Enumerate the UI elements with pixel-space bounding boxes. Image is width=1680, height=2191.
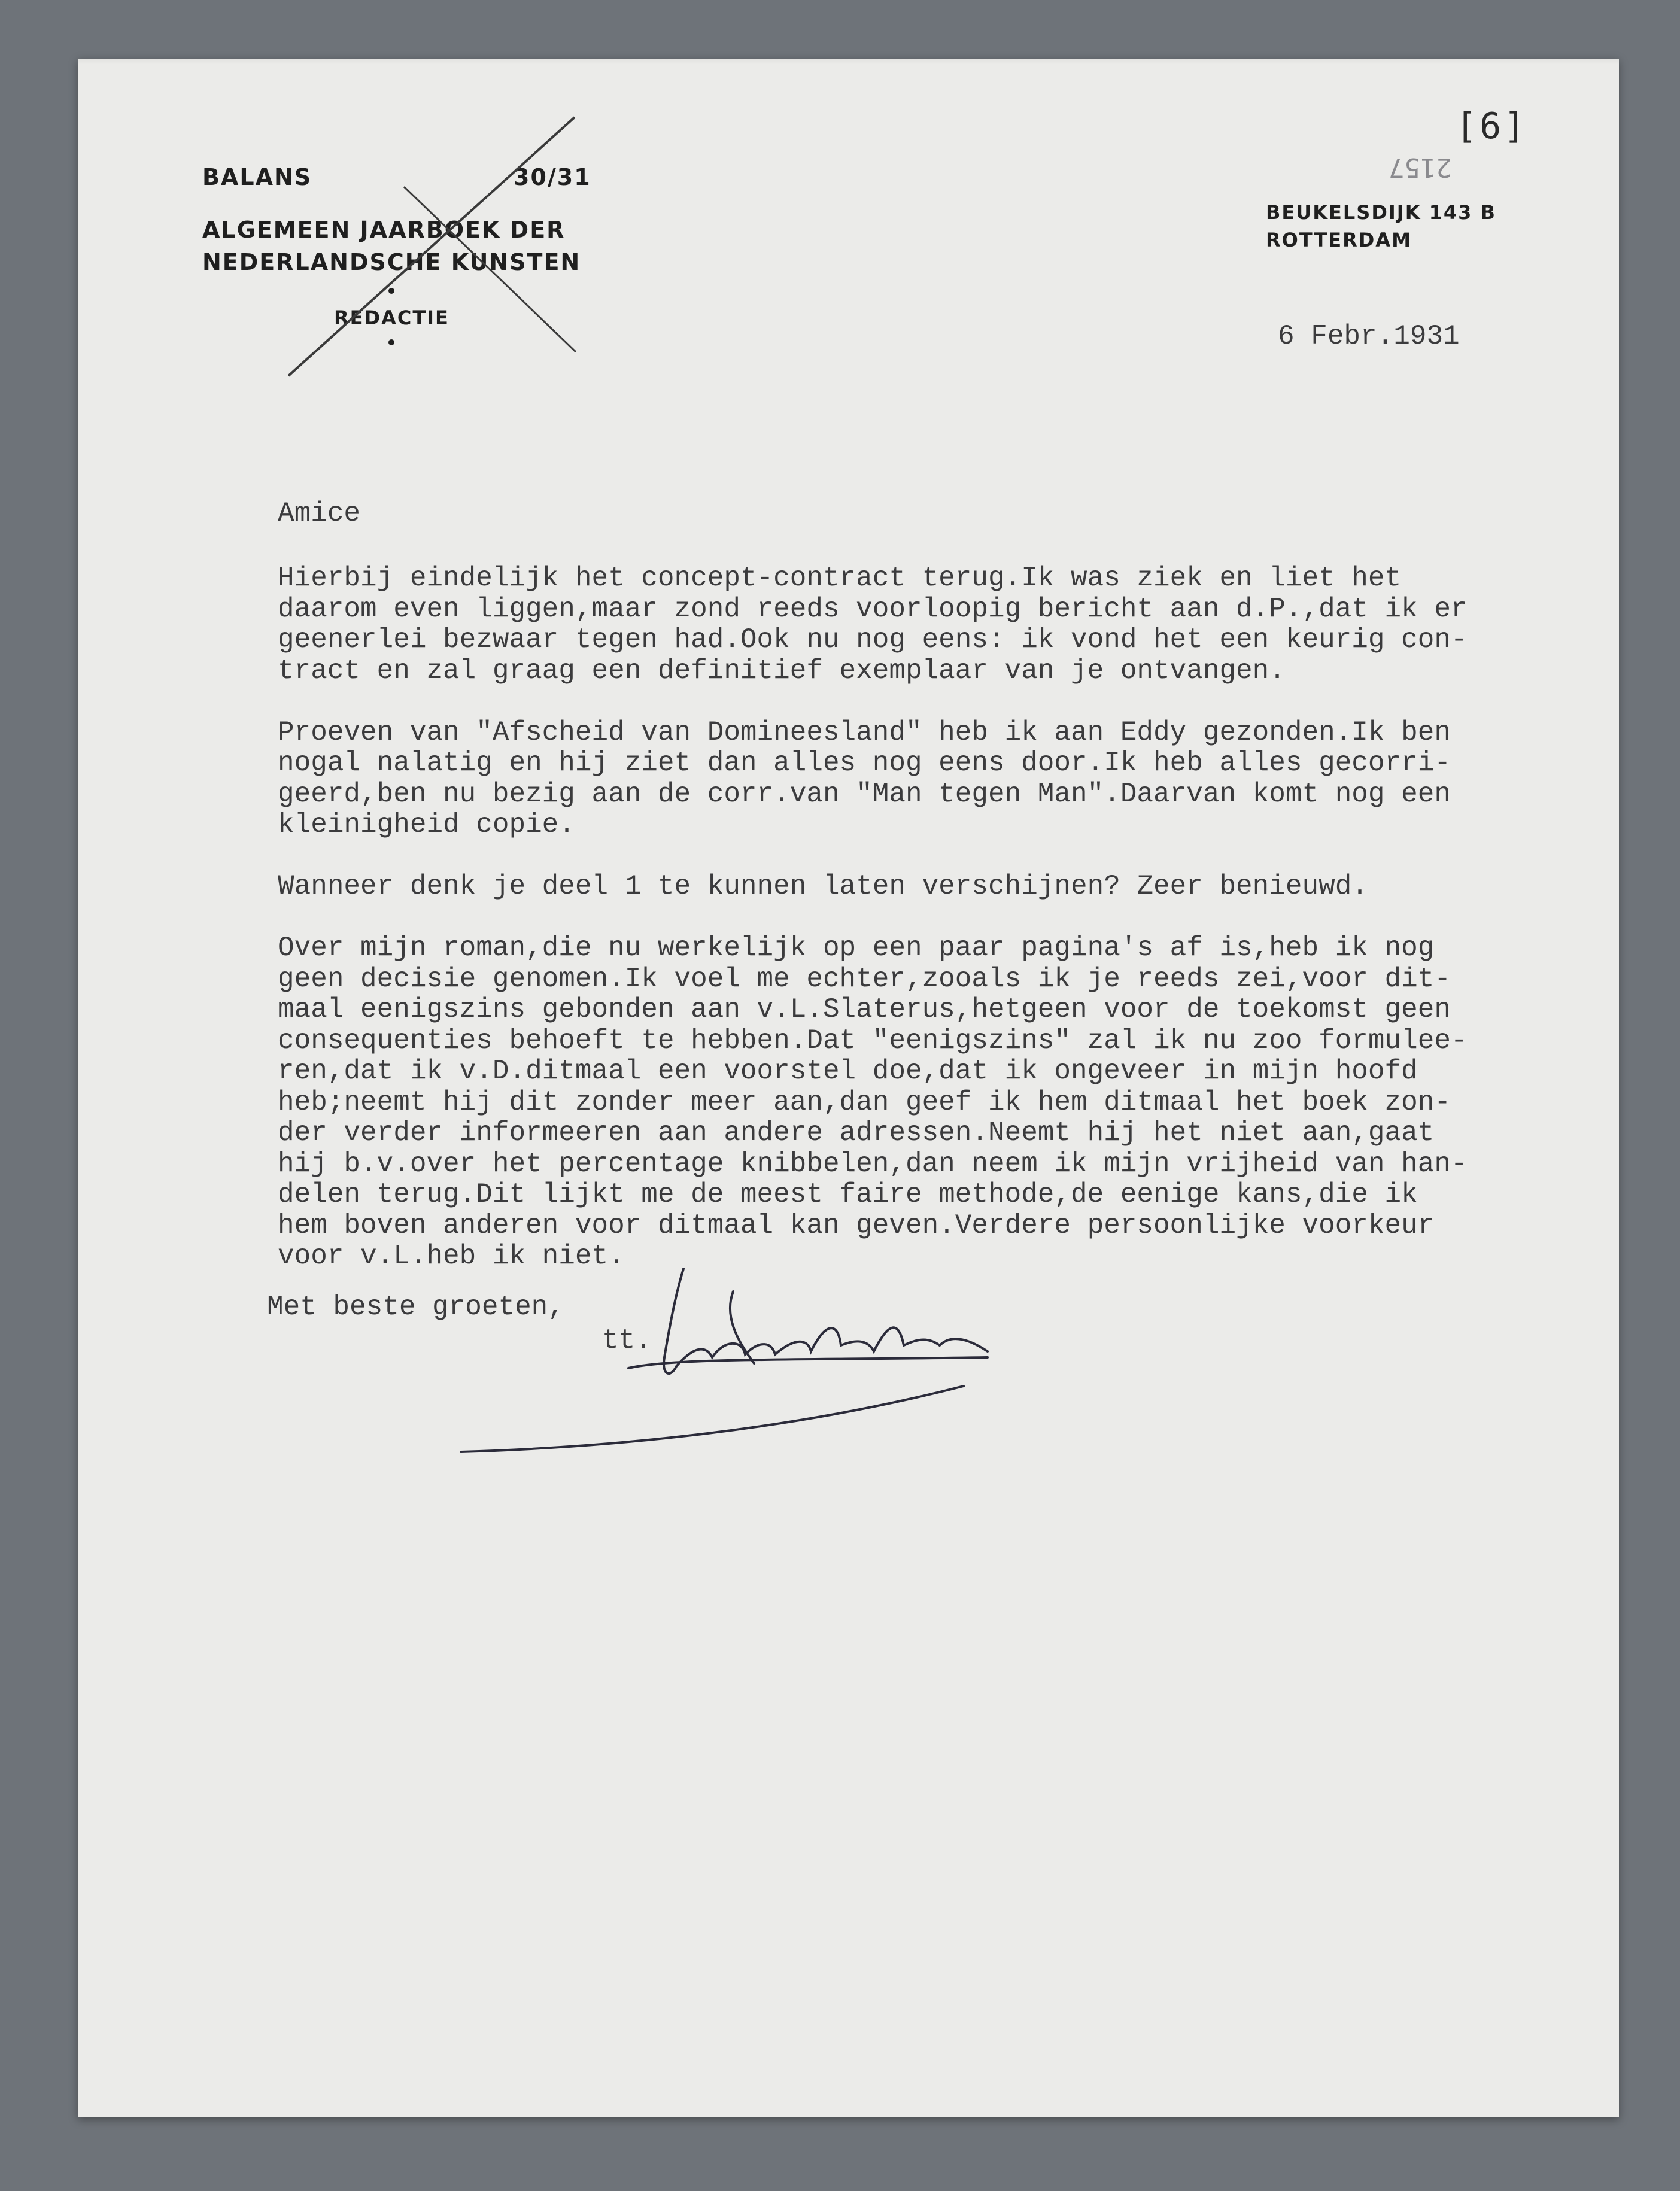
letter-body-line: hem boven anderen voor ditmaal kan geven.Verdere persoonlijke voorkeur [278,1210,1435,1241]
letter-body-line: consequenties behoeft te hebben.Dat "eenigszins" zal ik nu zoo formulee- [278,1025,1468,1056]
letter-body-line: Hierbij eindelijk het concept-contract terug.Ik was ziek en liet het [278,563,1402,594]
dot-ornament-top [388,288,394,294]
letter-body-line: der verder informeeren aan andere adressen.Neemt hij het niet aan,gaat [278,1117,1435,1148]
letter-body-line: tract en zal graag een definitief exemplaar van je ontvangen. [278,655,1286,686]
letter-body-line: hij b.v.over het percentage knibbelen,dan neem ik mijn vrijheid van han- [278,1148,1468,1180]
letter-body-line: heb;neemt hij dit zonder meer aan,dan geef ik hem ditmaal het boek zon- [278,1086,1451,1118]
letter-body-line: maal eenigszins gebonden aan v.L.Slaterus,hetgeen voor de toekomst geen [278,994,1451,1025]
letter-date: 6 Febr.1931 [1278,321,1460,352]
cross-out-line [288,117,575,376]
letter-closing-tt: tt. [602,1325,652,1356]
letterhead-department: REDACTIE [334,306,449,329]
letter-body-line: geen decisie genomen.Ik voel me echter,zooals ik je reeds zei,voor dit- [278,963,1451,995]
letter-body-line: daarom even liggen,maar zond reeds voorloopig bericht aan d.P.,dat ik er [278,593,1468,625]
letterhead-subtitle-1: ALGEMEEN JAARBOEK DER [202,217,566,243]
letter-body-line: geenerlei bezwaar tegen had.Ook nu nog eens: ik vond het een keurig con- [278,624,1468,655]
inventory-stamp: 2157 [1389,152,1452,183]
letter-body-line: Over mijn roman,die nu werkelijk op een paar pagina's af is,heb ik nog [278,932,1435,964]
letter-body [278,563,1612,1323]
letter-body-line: kleinigheid copie. [278,809,575,840]
letter-salutation: Amice [278,498,361,529]
page-number-annotation: [6] [1456,105,1528,147]
letter-sheet [78,59,1619,2117]
letterhead-title: BALANS [202,164,312,190]
cross-out-line-2 [404,187,576,352]
letter-body-line: nogal nalatig en hij ziet dan alles nog eens door.Ik heb alles gecorri- [278,747,1451,779]
letterhead-address-2: ROTTERDAM [1266,229,1412,251]
letter-body-line: geerd,ben nu bezig aan de corr.van "Man tegen Man".Daarvan komt nog een [278,778,1451,810]
letterhead-number: 30/31 [514,164,591,190]
letterhead-subtitle-2: NEDERLANDSCHE KUNSTEN [202,249,581,275]
letter-body-line: Wanneer denk je deel 1 te kunnen laten verschijnen? Zeer benieuwd. [278,871,1368,902]
letter-body-line: ren,dat ik v.D.ditmaal een voorstel doe,dat ik ongeveer in mijn hoofd [278,1056,1418,1087]
letter-body-line: Proeven van "Afscheid van Domineesland" heb ik aan Eddy gezonden.Ik ben [278,716,1451,748]
dot-ornament-bottom [388,339,394,345]
letter-closing: Met beste groeten, [267,1291,564,1323]
letter-body-line: delen terug.Dit lijkt me de meest faire methode,de eenige kans,die ik [278,1179,1418,1210]
letter-body-line: voor v.L.heb ik niet. [278,1241,625,1272]
letterhead-address-1: BEUKELSDIJK 143 B [1266,201,1496,224]
